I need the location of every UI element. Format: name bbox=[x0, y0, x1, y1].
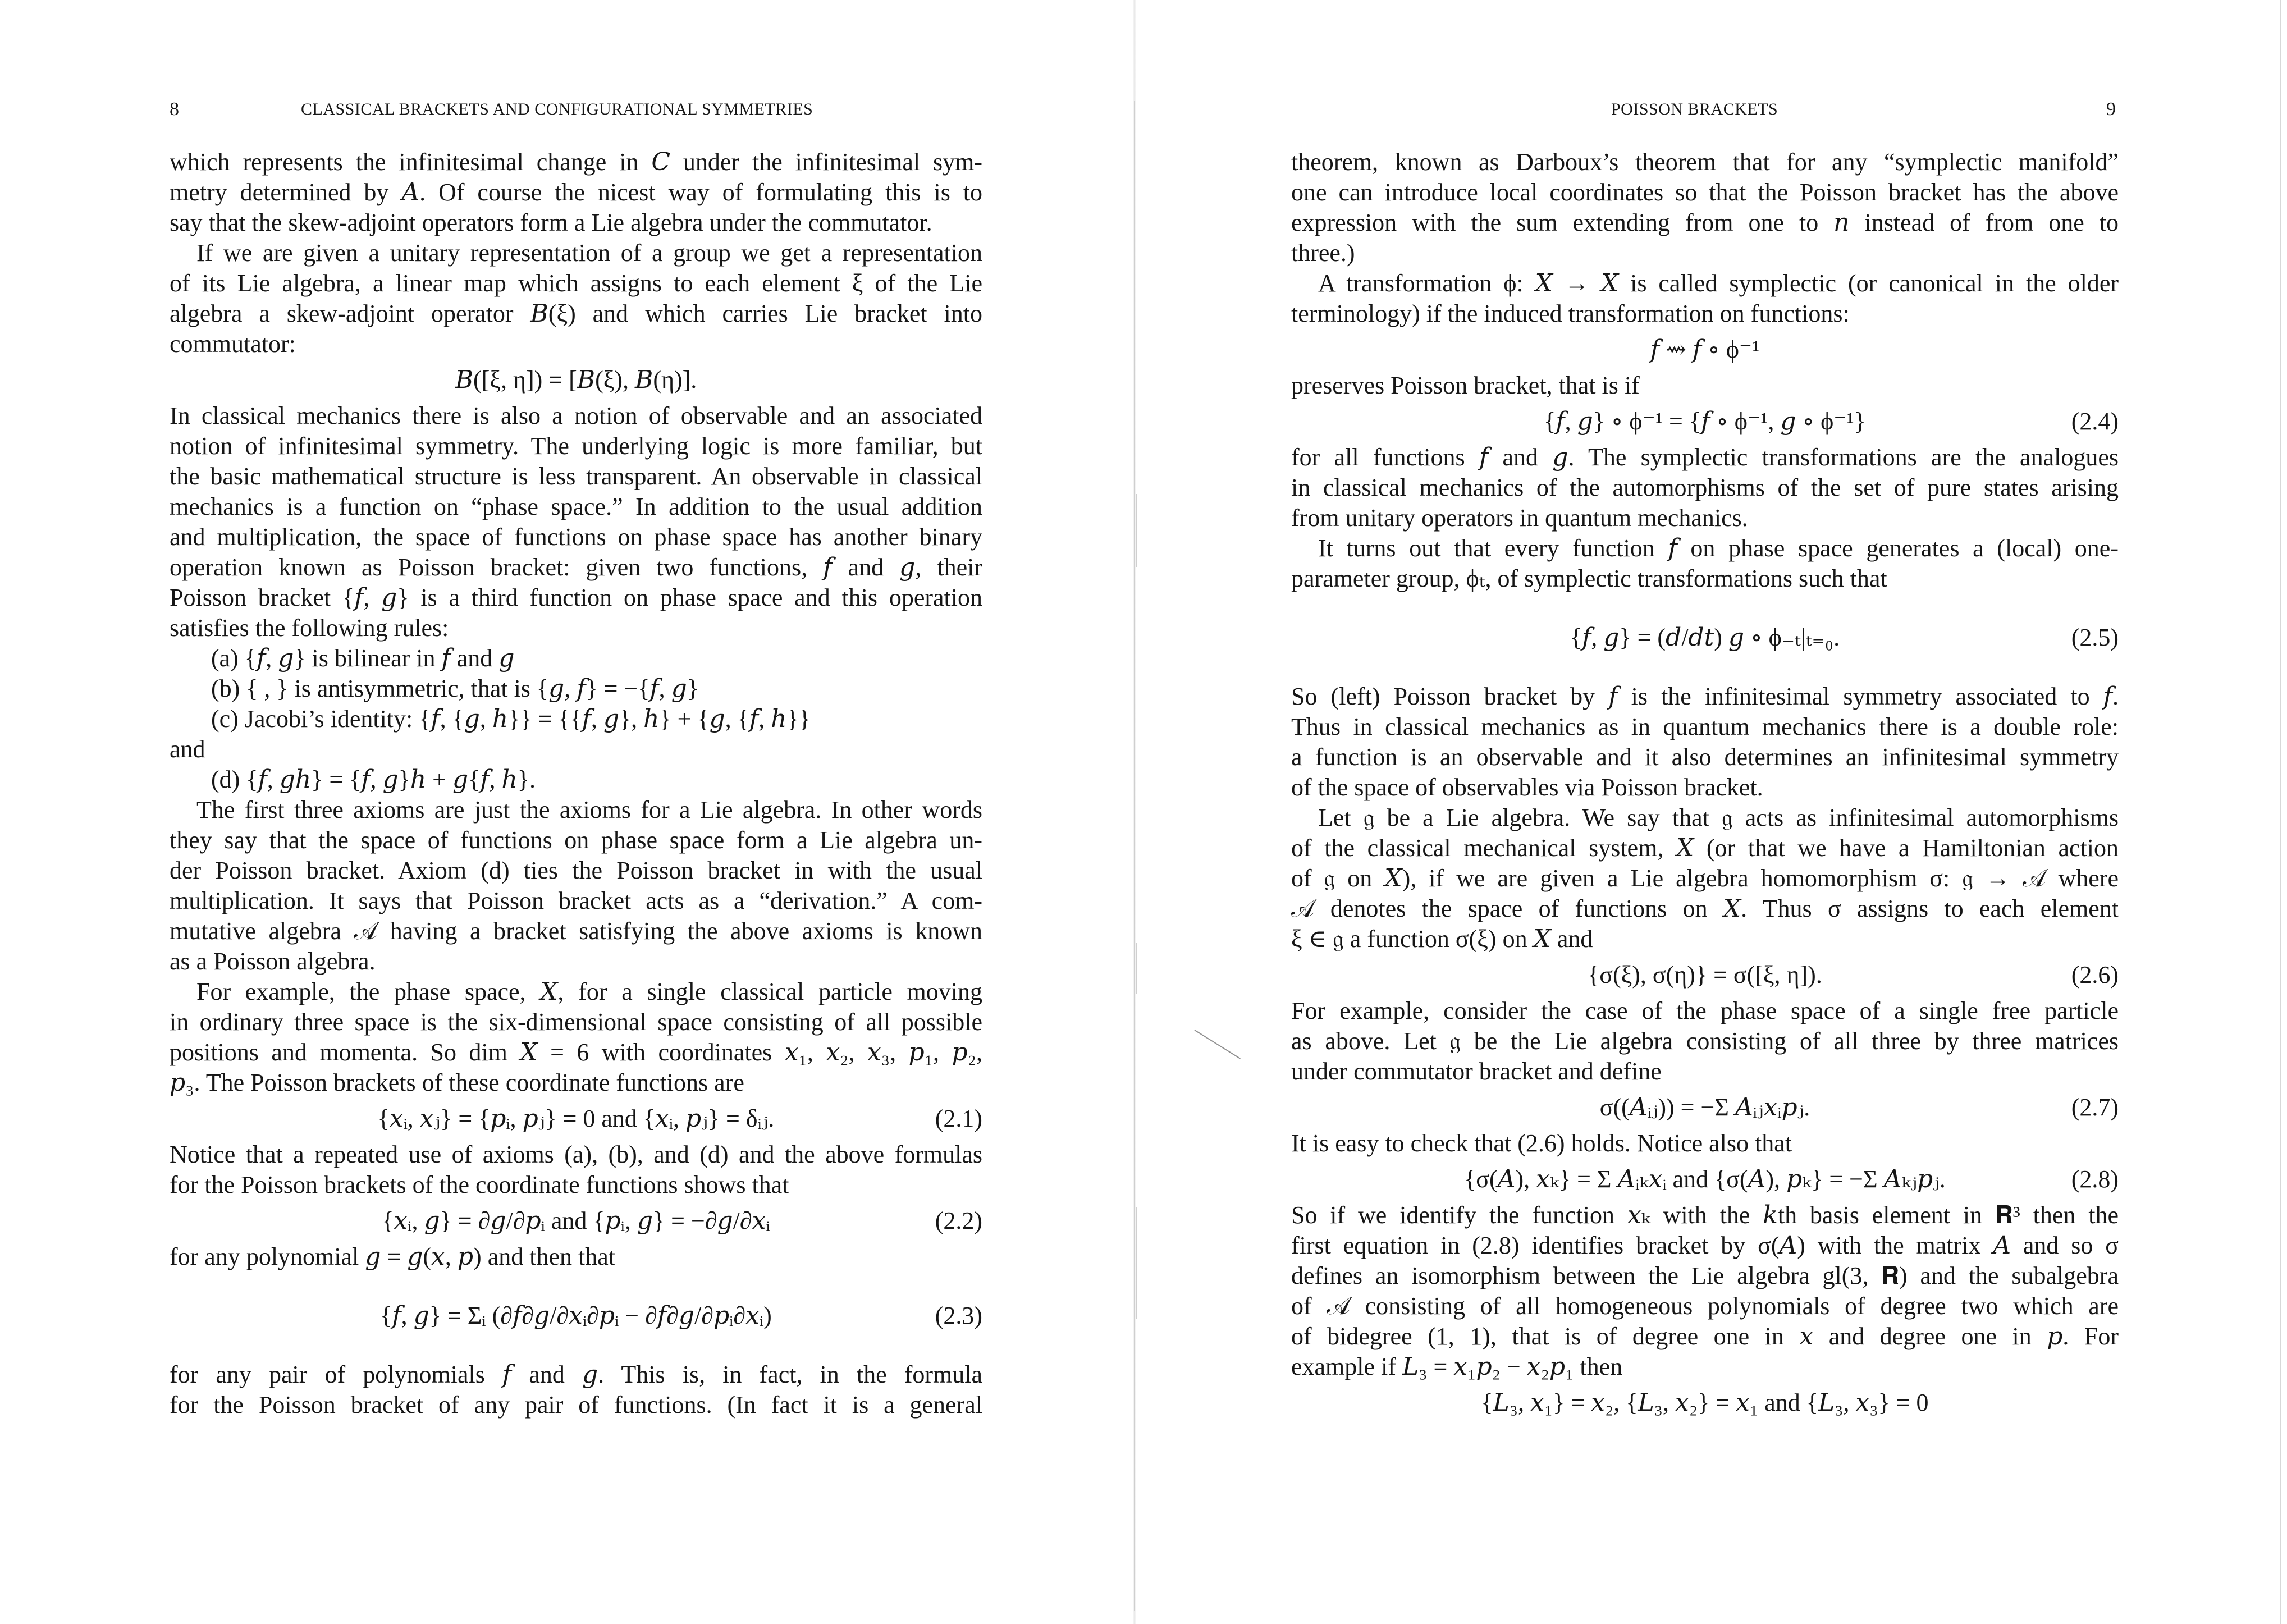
equation-number: (2.4) bbox=[2071, 408, 2119, 435]
text-line: for all functions 𝑓 and 𝑔. The symplectic transformations are the analogues bbox=[1291, 443, 2119, 471]
equation-number: (2.6) bbox=[2071, 961, 2119, 989]
text-line: of the classical mechanical system, 𝑋 (or that we have a Hamiltonian action bbox=[1291, 834, 2119, 862]
equation-number: (2.5) bbox=[2071, 624, 2119, 651]
equation-formula: {𝑓, 𝑔} = (𝑑/𝑑𝑡) 𝑔 ∘ ϕ₋ₜ|ₜ₌₀. bbox=[1570, 624, 1840, 651]
text-line: So if we identify the function 𝑥ₖ with the 𝑘th basis element in 𝐑³ then the bbox=[1291, 1201, 2119, 1229]
text-line: example if 𝐿₃ = 𝑥₁𝑝₂ − 𝑥₂𝑝₁ then bbox=[1291, 1353, 1623, 1380]
equation-formula: 𝐵([ξ, η]) = [𝐵(ξ), 𝐵(η)]. bbox=[455, 366, 697, 394]
equation-number: (2.3) bbox=[935, 1302, 982, 1329]
text-line: The first three axioms are just the axioms for a Lie algebra. In other words bbox=[196, 796, 982, 824]
text-line: notion of infinitesimal symmetry. The underlying logic is more familiar, but bbox=[170, 432, 982, 460]
text-line: of the space of observables via Poisson bracket. bbox=[1291, 774, 1763, 801]
text-line: parameter group, ϕₜ, of symplectic transformations such that bbox=[1291, 565, 1887, 592]
text-line: So (left) Poisson bracket by 𝑓 is the infinitesimal symmetry associated to 𝑓. bbox=[1291, 683, 2119, 710]
text-line: of 𝔤 on 𝑋), if we are given a Lie algebra homomorphism σ: 𝔤 → 𝒜 where bbox=[1291, 864, 2119, 892]
equation-display bbox=[1291, 329, 2119, 370]
equation-display bbox=[1291, 954, 2119, 996]
text-line: theorem, known as Darboux’s theorem that for any “symplectic manifold” bbox=[1291, 148, 2119, 176]
text-line: for the Poisson bracket of any pair of functions. (In fact it is a general bbox=[170, 1391, 982, 1419]
text-line: for any pair of polynomials 𝑓 and 𝑔. This is, in fact, in the formula bbox=[170, 1361, 982, 1388]
text-line: say that the skew-adjoint operators form a Lie algebra under the commutator. bbox=[170, 209, 932, 236]
text-line: multiplication. It says that Poisson bracket acts as a “derivation.” A com- bbox=[170, 887, 982, 914]
equation-formula: {σ(𝐴), 𝑥ₖ} = Σ 𝐴ᵢₖ𝑥ᵢ and {σ(𝐴), 𝑝ₖ} = −Σ 𝐴ₖⱼ𝑝ⱼ. bbox=[1464, 1165, 1946, 1193]
equation-formula: {𝑥ᵢ, 𝑥ⱼ} = {𝑝ᵢ, 𝑝ⱼ} = 0 and {𝑥ᵢ, 𝑝ⱼ} = δᵢⱼ. bbox=[377, 1105, 775, 1132]
text-line: for the Poisson brackets of the coordinate functions shows that bbox=[170, 1171, 789, 1198]
equation-formula: σ((𝐴ᵢⱼ)) = −Σ 𝐴ᵢⱼ𝑥ᵢ𝑝ⱼ. bbox=[1599, 1094, 1810, 1121]
text-line: preserves Poisson bracket, that is if bbox=[1291, 372, 1640, 399]
text-line: three.) bbox=[1291, 239, 1355, 267]
text-line: they say that the space of functions on phase space form a Lie algebra un- bbox=[170, 826, 982, 854]
equation-formula: {𝑥ᵢ, 𝑔} = ∂𝑔/∂𝑝ᵢ and {𝑝ᵢ, 𝑔} = −∂𝑔/∂𝑥ᵢ bbox=[382, 1207, 770, 1234]
text-line: For example, the phase space, 𝑋, for a single classical particle moving bbox=[196, 978, 982, 1005]
text-line: which represents the infinitesimal change in 𝐶 under the infinitesimal sym- bbox=[170, 148, 982, 176]
equation-display bbox=[1291, 1382, 2119, 1424]
text-line: terminology) if the induced transformation on functions: bbox=[1291, 300, 1850, 327]
text-line: It is easy to check that (2.6) holds. Notice also that bbox=[1291, 1129, 1792, 1157]
axiom-item: (d) {𝑓, 𝑔ℎ} = {𝑓, 𝑔}ℎ + 𝑔{𝑓, ℎ}. bbox=[211, 766, 536, 793]
equation-number: (2.1) bbox=[935, 1105, 982, 1132]
axiom-item: (b) { , } is antisymmetric, that is {𝑔, 𝑓} = −{𝑓, 𝑔} bbox=[211, 675, 699, 702]
text-line: A transformation ϕ: 𝑋 → 𝑋 is called symplectic (or canonical in the older bbox=[1318, 269, 2119, 297]
equation-number: (2.8) bbox=[2071, 1165, 2119, 1193]
equation-display bbox=[1291, 401, 2119, 442]
running-head: POISSON BRACKETS bbox=[1611, 100, 1778, 118]
text-line: If we are given a unitary representation of a group we get a representation bbox=[196, 239, 982, 267]
equation-display bbox=[170, 1272, 982, 1360]
text-line: It turns out that every function 𝑓 on phase space generates a (local) one- bbox=[1318, 534, 2119, 562]
text-line: Let 𝔤 be a Lie algebra. We say that 𝔤 acts as infinitesimal automorphisms bbox=[1318, 804, 2119, 831]
text-line: mutative algebra 𝒜 having a bracket satisfying the above axioms is known bbox=[170, 917, 982, 945]
text-line: one can introduce local coordinates so that the Poisson bracket has the above bbox=[1291, 179, 2119, 206]
text-line: first equation in (2.8) identifies bracket by σ(𝐴) with the matrix 𝐴 and so σ bbox=[1291, 1232, 2119, 1259]
axiom-item: (a) {𝑓, 𝑔} is bilinear in 𝑓 and 𝑔 bbox=[211, 644, 515, 672]
text-line: algebra a skew-adjoint operator 𝐵(ξ) and which carries Lie bracket into bbox=[170, 300, 982, 327]
page-number: 9 bbox=[2106, 99, 2116, 120]
equation-display bbox=[170, 1098, 982, 1140]
text-column bbox=[1291, 147, 2119, 1424]
equation-number: (2.7) bbox=[2071, 1094, 2119, 1121]
equation-formula: {σ(ξ), σ(η)} = σ([ξ, η]). bbox=[1588, 961, 1822, 989]
equation-display bbox=[170, 359, 982, 401]
equation-formula: 𝑓 ⇝ 𝑓 ∘ ϕ⁻¹ bbox=[1650, 336, 1760, 363]
text-line: from unitary operators in quantum mechanics. bbox=[1291, 504, 1748, 532]
text-line: defines an isomorphism between the Lie algebra gl(3, 𝐑) and the subalgebra bbox=[1291, 1262, 2119, 1289]
text-line: positions and momenta. So dim 𝑋 = 6 with coordinates 𝑥₁, 𝑥₂, 𝑥₃, 𝑝₁, 𝑝₂, bbox=[170, 1039, 982, 1066]
text-line: as above. Let 𝔤 be the Lie algebra consisting of all three by three matrices bbox=[1291, 1027, 2119, 1055]
text-line: in ordinary three space is the six-dimensional space consisting of all possible bbox=[170, 1008, 982, 1036]
text-line: satisfies the following rules: bbox=[170, 614, 449, 642]
text-line: of bidegree (1, 1), that is of degree one in 𝑥 and degree one in 𝑝. For bbox=[1291, 1323, 2119, 1350]
text-line: 𝑝₃. The Poisson brackets of these coordinate functions are bbox=[170, 1069, 744, 1096]
equation-formula: {𝐿₃, 𝑥₁} = 𝑥₂, {𝐿₃, 𝑥₂} = 𝑥₁ and {𝐿₃, 𝑥₃} = 0 bbox=[1481, 1389, 1929, 1416]
text-line: for any polynomial 𝑔 = 𝑔(𝑥, 𝑝) and then that bbox=[170, 1243, 615, 1270]
text-line: der Poisson bracket. Axiom (d) ties the Poisson bracket in with the usual bbox=[170, 857, 982, 884]
text-line: For example, consider the case of the phase space of a single free particle bbox=[1291, 997, 2119, 1024]
text-line: ξ ∈ 𝔤 a function σ(ξ) on 𝑋 and bbox=[1291, 925, 1593, 953]
equation-formula: {𝑓, 𝑔} ∘ ϕ⁻¹ = {𝑓 ∘ ϕ⁻¹, 𝑔 ∘ ϕ⁻¹} bbox=[1544, 408, 1866, 435]
text-line: Thus in classical mechanics as in quantum mechanics there is a double role: bbox=[1291, 713, 2119, 740]
text-line: 𝒜 denotes the space of functions on 𝑋. Thus σ assigns to each element bbox=[1291, 895, 2119, 922]
text-line: and multiplication, the space of functions on phase space has another binary bbox=[170, 523, 982, 551]
text-line: In classical mechanics there is also a notion of observable and an associated bbox=[170, 402, 982, 429]
axiom-item: (c) Jacobi’s identity: {𝑓, {𝑔, ℎ}} = {{𝑓, 𝑔}, ℎ} + {𝑔, {𝑓, ℎ}} bbox=[211, 705, 811, 733]
left-page bbox=[0, 0, 1140, 1624]
equation-number: (2.2) bbox=[935, 1207, 982, 1234]
text-line: as a Poisson algebra. bbox=[170, 948, 376, 975]
equation-display bbox=[170, 1200, 982, 1242]
equation-display bbox=[1291, 1159, 2119, 1200]
equation-display bbox=[1291, 1087, 2119, 1128]
text-line: a function is an observable and it also determines an infinitesimal symmetry bbox=[1291, 743, 2119, 771]
text-line: mechanics is a function on “phase space.” In addition to the usual addition bbox=[170, 493, 982, 520]
text-line: and bbox=[170, 735, 205, 763]
text-line: in classical mechanics of the automorphisms of the set of pure states arising bbox=[1291, 474, 2119, 501]
running-head: CLASSICAL BRACKETS AND CONFIGURATIONAL SYMMETRIES bbox=[301, 100, 813, 118]
page-number: 8 bbox=[170, 99, 179, 120]
text-line: under commutator bracket and define bbox=[1291, 1058, 1662, 1085]
text-line: of its Lie algebra, a linear map which assigns to each element ξ of the Lie bbox=[170, 269, 982, 297]
right-page bbox=[1140, 0, 2287, 1624]
text-line: expression with the sum extending from one to 𝑛 instead of from one to bbox=[1291, 209, 2119, 236]
equation-display bbox=[1291, 594, 2119, 681]
text-line: Poisson bracket {𝑓, 𝑔} is a third function on phase space and this operation bbox=[170, 584, 982, 611]
text-line: Notice that a repeated use of axioms (a), (b), and (d) and the above formulas bbox=[170, 1141, 982, 1168]
text-line: operation known as Poisson bracket: given two functions, 𝑓 and 𝑔, their bbox=[170, 553, 982, 581]
text-column bbox=[170, 147, 982, 1420]
text-line: of 𝒜 consisting of all homogeneous polynomials of degree two which are bbox=[1291, 1292, 2119, 1320]
equation-formula: {𝑓, 𝑔} = Σᵢ (∂𝑓∂𝑔/∂𝑥ᵢ∂𝑝ᵢ − ∂𝑓∂𝑔/∂𝑝ᵢ∂𝑥ᵢ) bbox=[380, 1302, 772, 1329]
text-line: metry determined by 𝐴. Of course the nicest way of formulating this is to bbox=[170, 179, 982, 206]
text-line: commutator: bbox=[170, 330, 296, 358]
text-line: the basic mathematical structure is less transparent. An observable in classical bbox=[170, 463, 982, 490]
